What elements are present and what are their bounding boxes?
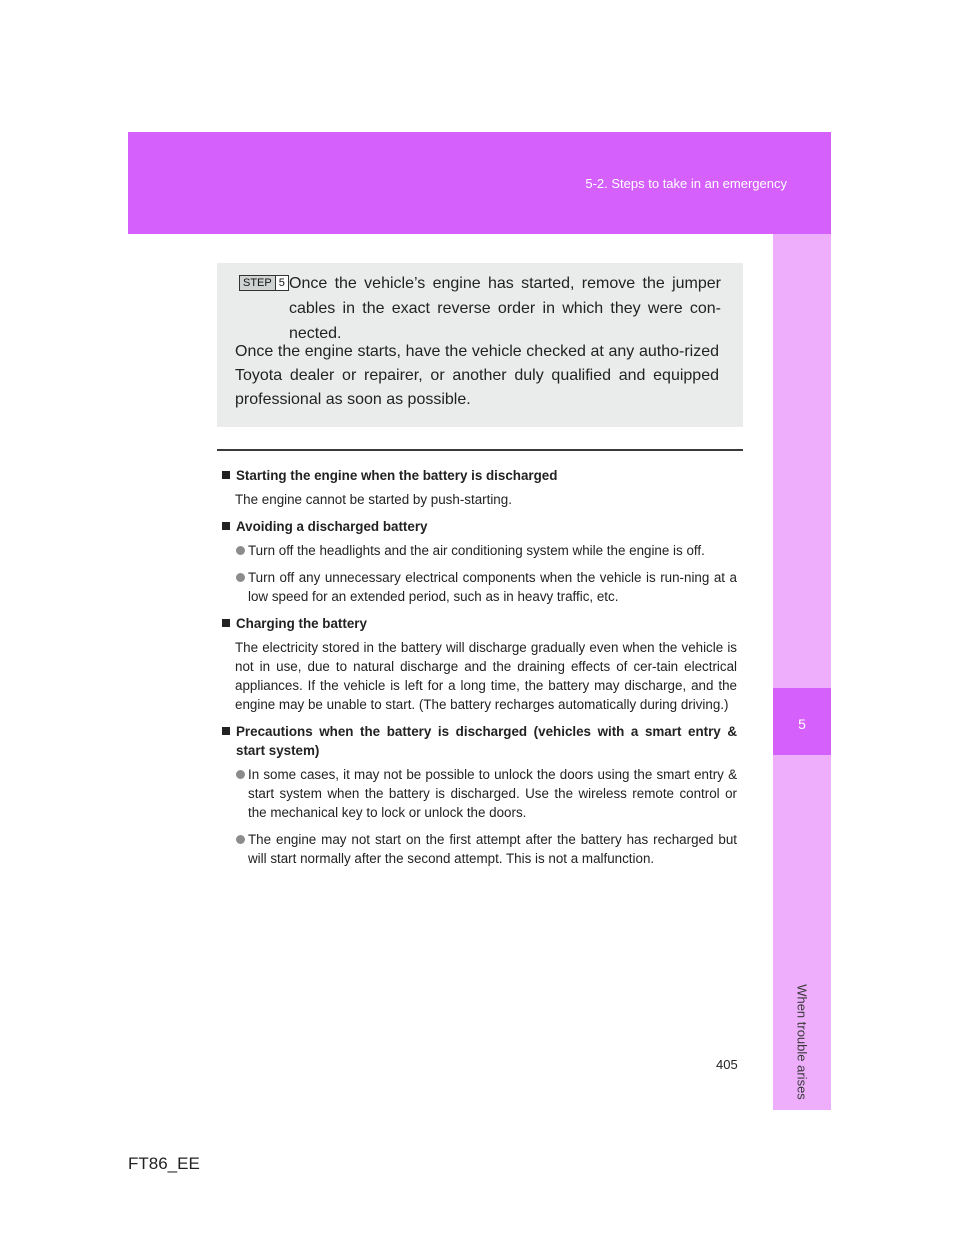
bullet-item xyxy=(235,830,737,868)
section-heading xyxy=(221,722,737,760)
square-bullet-icon xyxy=(222,522,230,530)
document-code: FT86_EE xyxy=(128,1154,200,1173)
bullet-text: Turn off the headlights and the air conditioning system while the engine is off. xyxy=(248,543,705,558)
heading-text: Avoiding a discharged battery xyxy=(236,519,428,534)
section-divider xyxy=(217,449,743,451)
round-bullet-icon xyxy=(236,546,245,555)
section-paragraph: The electricity stored in the battery will discharge gradually even when the vehicle is not in use, due to natural discharge and the draining effects of cer-tain electrical appliances. If the vehicle is left for a long time, the battery may discharge, and the engine may be unable to start. (The battery recharges automatically during driving.) xyxy=(235,640,737,712)
heading-text: Precautions when the battery is discharged (vehicles with a smart entry & start system) xyxy=(236,724,737,758)
section-heading xyxy=(221,517,737,536)
bullet-text: Turn off any unnecessary electrical components when the vehicle is run-ning at a low speed for an extended period, such as in heavy traffic, etc. xyxy=(248,570,737,604)
square-bullet-icon xyxy=(222,619,230,627)
step-badge-number: 5 xyxy=(275,276,288,290)
section-paragraph: The engine cannot be started by push-starting. xyxy=(235,492,512,507)
heading-text: Charging the battery xyxy=(236,616,367,631)
step-instruction: Once the vehicle’s engine has started, remove the jumper cables in the exact reverse order in which they were con-nected. xyxy=(289,275,721,342)
step-box xyxy=(217,263,743,427)
section-heading xyxy=(221,466,737,485)
step-badge-label: STEP xyxy=(243,277,272,289)
bullet-item xyxy=(235,541,737,560)
round-bullet-icon xyxy=(236,835,245,844)
bullet-item xyxy=(235,568,737,606)
bullet-item xyxy=(235,765,737,822)
section-heading xyxy=(221,614,737,633)
chapter-number-block xyxy=(773,688,831,755)
step-note: Once the engine starts, have the vehicle checked at any autho-rized Toyota dealer or repairer, or another duly qualified and equipped professional as soon as possible. xyxy=(235,343,719,408)
section-title: 5-2. Steps to take in an emergency xyxy=(585,176,787,191)
page-number: 405 xyxy=(716,1057,738,1072)
bullet-text: The engine may not start on the first attempt after the battery has recharged but will start normally after the second attempt. This is not a malfunction. xyxy=(248,832,737,866)
round-bullet-icon xyxy=(236,770,245,779)
chapter-number: 5 xyxy=(798,716,806,732)
chapter-side-tab xyxy=(773,234,831,1110)
square-bullet-icon xyxy=(222,727,230,735)
header-band xyxy=(128,132,831,234)
round-bullet-icon xyxy=(236,573,245,582)
bullet-text: In some cases, it may not be possible to unlock the doors using the smart entry & start system when the battery is discharged. Use the wireless remote control or the mechanical key to lock or unlock the doors. xyxy=(248,767,737,820)
chapter-label: When trouble arises xyxy=(794,984,810,1100)
square-bullet-icon xyxy=(222,471,230,479)
step-badge xyxy=(239,275,289,291)
heading-text: Starting the engine when the battery is discharged xyxy=(236,468,558,483)
notes-content xyxy=(221,466,737,876)
